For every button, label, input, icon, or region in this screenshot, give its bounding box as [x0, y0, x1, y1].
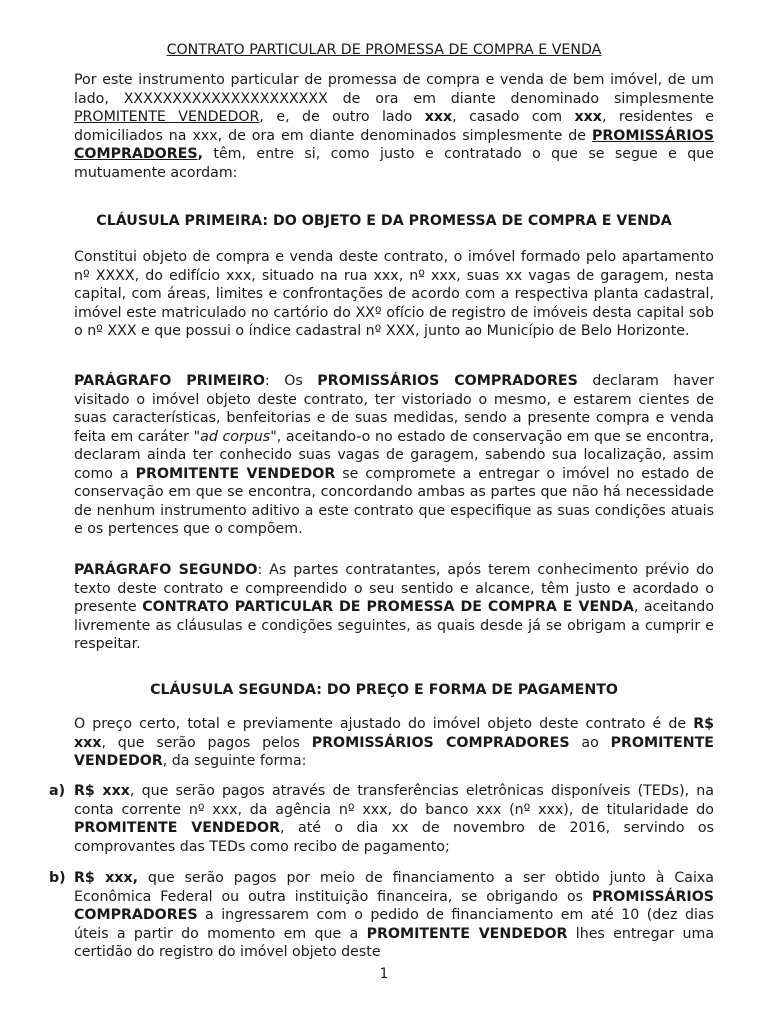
text-run: se compromete a entregar o imóvel no estado de conservação em que se encontra, concordando ambas as partes que não há necessidade de nenhum instrumento aditivo a este contrato que especifique as suas condições atuais e os pertences que o compõem.: [74, 465, 715, 537]
text-run: , aceitando livremente as cláusulas e condições seguintes, as quais desde já se obrigam a cumprir e respeitar.: [74, 599, 714, 652]
text-run: PROMISSÁRIOS COMPRADORES: [311, 734, 570, 751]
text-run: PROMISSÁRIOS COMPRADORES: [317, 373, 578, 389]
text-run: PARÁGRAFO SEGUNDO: [74, 562, 258, 578]
text-run: CONTRATO PARTICULAR DE PROMESSA DE COMPRA E VENDA: [142, 599, 634, 615]
clause-1-heading: CLÁUSULA PRIMEIRA: DO OBJETO E DA PROMESSA DE COMPRA E VENDA: [96, 213, 672, 229]
list-marker: b): [49, 870, 66, 886]
intro-paragraph: [74, 71, 714, 182]
clause-1-paragraph-2: [74, 561, 714, 654]
text-run: PROMISSÁRIOS COMPRADORES: [74, 127, 714, 162]
text-run: , que serão pagos através de transferências eletrônicas disponíveis (TEDs), na conta corrente nº xxx, da agência nº xxx, do banco xxx (nº xxx), de titularidade do: [74, 783, 714, 818]
text-run: ao: [569, 734, 611, 751]
text-run: PROMISSÁRIOS COMPRADORES: [74, 888, 714, 923]
payment-item-text: [74, 869, 714, 962]
clause-1-body: [74, 248, 714, 341]
text-run: : As partes contratantes, após terem conhecimento prévio do texto deste contrato e compreendido o seu sentido e alcance, têm justo e acordado o presente: [74, 562, 714, 615]
clause-1-paragraph-1: [74, 372, 714, 539]
text-run: PROMITENTE VENDEDOR: [135, 465, 336, 482]
text-run: , e, de outro lado: [259, 109, 425, 125]
text-run: PROMITENTE VENDEDOR: [74, 109, 260, 125]
text-run: PROMITENTE VENDEDOR: [366, 925, 568, 942]
text-run: xxx: [424, 109, 453, 125]
text-run: , da seguinte forma:: [162, 753, 307, 769]
text-run: R$ xxx: [74, 783, 130, 799]
text-run: R$ xxx,: [74, 870, 138, 886]
text-run: R$ xxx: [74, 716, 714, 751]
clause-2-heading: CLÁUSULA SEGUNDA: DO PREÇO E FORMA DE PAGAMENTO: [150, 682, 618, 698]
text-run: , aceitando-o no estado de conservação em que se encontra, declaram ainda ter conhecido suas vagas de garagem, sabendo sua localização, assim como a: [74, 428, 714, 482]
text-run: a ingressarem com o pedido de financiamento em até 10 (dez dias úteis a partir do momento em que a: [74, 907, 714, 942]
text-run: declaram haver visitado o imóvel objeto deste contrato, ter vistoriado o mesmo, e estarem cientes de suas características, benfeitorias e de suas medidas, sendo a presente compra e venda feita em caráter: [74, 373, 714, 445]
text-run: , até o dia xx de novembro de 2016, servindo os comprovantes das TEDs como recibo de pagamento;: [74, 820, 715, 855]
text-run: , casado com: [452, 109, 575, 125]
text-run: Por este instrumento particular de promessa de compra e venda de bem imóvel, de um lado, XXXXXXXXXXXXXXXXXXXXX de ora em diante denominado simplesmente: [74, 72, 714, 107]
text-run: : Os: [264, 373, 318, 389]
page-number: 1: [379, 966, 389, 982]
text-run: , que serão pagos pelos: [101, 734, 312, 751]
text-run: PROMITENTE VENDEDOR: [74, 820, 281, 836]
text-run: Constitui objeto de compra e venda deste contrato, o imóvel formado pelo apartamento nº XXXX, do edifício xxx, situado na rua xxx, nº xxx, suas xx vagas de garagem, nesta capital, com áreas, limites e confrontações de acordo com a respectiva planta cadastral, imóvel este matriculado no cartório do XXº ofício de registro de imóveis desta capital sob o nº XXX e que possui o índice cadastral nº XXX, junto ao Município de Belo Horizonte.: [74, 249, 714, 339]
clause-2-body: [74, 715, 714, 771]
text-run: xxx: [574, 109, 602, 125]
text-run: ,: [197, 146, 203, 162]
document-title: CONTRATO PARTICULAR DE PROMESSA DE COMPRA E VENDA: [166, 42, 602, 58]
text-run: PARÁGRAFO PRIMEIRO: [74, 373, 265, 389]
text-run: PROMITENTE VENDEDOR: [74, 734, 715, 769]
payment-item-text: [74, 782, 714, 856]
text-run: que serão pagos por meio de financiamento a ser obtido junto à Caixa Econômica Federal ou outra instituição financeira, se obrigando os: [74, 870, 714, 905]
text-run: lhes entregar uma certidão do registro do imóvel objeto deste: [74, 925, 715, 960]
list-marker: a): [49, 783, 66, 799]
payment-item-a: [49, 782, 714, 856]
text-run: , residentes e domiciliados na xxx, de ora em diante denominados simplesmente de: [74, 109, 714, 144]
payment-item-b: [49, 869, 714, 962]
text-run: têm, entre si, como justo e contratado o que se segue e que mutuamente acordam:: [74, 146, 714, 181]
text-run: "ad corpus": [193, 428, 277, 445]
text-run: O preço certo, total e previamente ajustado do imóvel objeto deste contrato é de: [74, 716, 694, 732]
